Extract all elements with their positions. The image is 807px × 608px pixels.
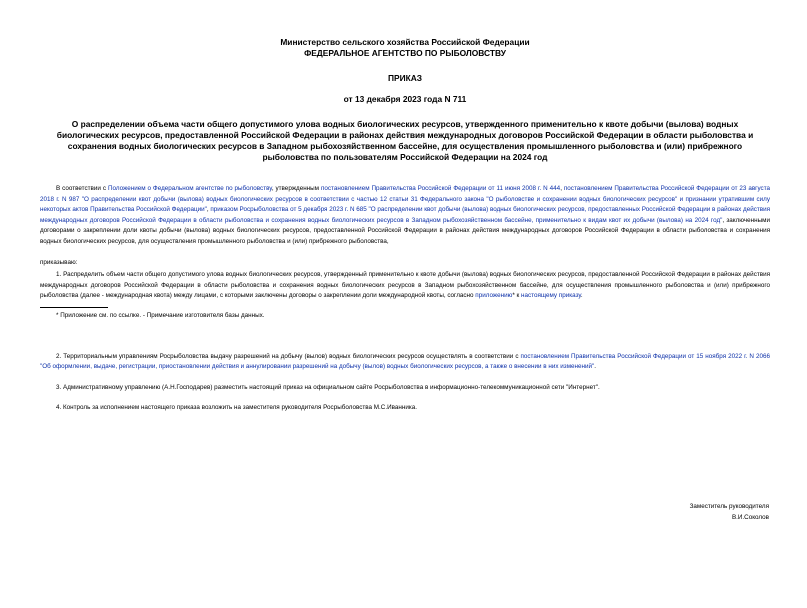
signature-block [690, 501, 769, 523]
link-this-order[interactable]: настоящему приказу [521, 292, 581, 300]
preamble-paragraph [40, 184, 770, 248]
link-government-decree-987[interactable]: постановлением Правительства Российской Федерации от 23 августа 2018 г. N 987 "О распределении квот добычи (вылова) водных биологических ресурсов в соответствии с частью 12 статьи 31 Федерального закона "О рыболовстве и сохранении водных биологических ресурсов" и признании утратившим силу некоторых актов Правительства Российской Федерации" [40, 185, 771, 214]
item-1-text: 1. Распределить объем части общего допустимого улова водных биологических ресурсов, утвержденный применительно к квоте добычи (вылова) водных биологических ресурсов, предоставленной Российской Федерации в районах действия международных договоров Российской Федерации в области рыболовства и сохранения водных биологических ресурсов в Западном рыбохозяйственном бассейне, для осуществления промышленного рыболовства и (или) прибрежного рыболовства (далее - международная квота) между лицами, с которыми заключены договоры о закреплении доли международной квоты, согласно [40, 271, 770, 300]
document-page [0, 37, 807, 608]
order-item-4: 4. Контроль за исполнением настоящего приказа возложить на заместителя руководителя Росрыболовства М.С.Иванника. [56, 404, 417, 412]
order-item-2 [40, 352, 770, 373]
preamble-text-5: , заключенными договорами о закреплении доли квоты добычи (вылова) водных биологических ресурсов, предоставленной Российской Федерации в районах действия международных договоров Российской Федерации в области рыболовства и сохранения водных биологических ресурсов, для осуществления промышленного рыболовства и (или) прибрежного рыболовства, [40, 216, 770, 245]
signatory-position: Заместитель руководителя [689, 503, 769, 510]
orders-word: приказываю: [40, 258, 78, 266]
footnote-asterisk: * [512, 292, 515, 300]
document-type: ПРИКАЗ [387, 73, 423, 83]
document-header [40, 37, 770, 163]
signatory-name: В.И.Соколов [731, 514, 769, 521]
item-2-text: 2. Территориальным управлениям Росрыболовства выдачу разрешений на добычу (вылов) водных биологических ресурсов осуществлять в соответствии с [56, 352, 521, 360]
footnote-divider [40, 307, 108, 308]
preamble-text-1: В соответствии с [56, 185, 108, 192]
order-item-1 [40, 270, 770, 302]
ministry-name: Министерство сельского хозяйства Российской Федерации [280, 37, 530, 47]
footnote-text: * Приложение см. по ссылке. - Примечание изготовителя базы данных. [56, 311, 265, 319]
link-government-decree-444[interactable]: постановлением Правительства Российской Федерации от 11 июня 2008 г. N 444 [320, 185, 561, 192]
preamble-text-4: , [206, 206, 211, 214]
link-order-685[interactable]: приказом Росрыболовства от 5 декабря 2023 г. N 685 "О распределении квот добычи (вылова) водных биологических ресурсов, предоставленных Российской Федерации в районах действия международных договоров Российской Федерации в области рыболовства и сохранения водных биологических ресурсов в Западном рыбохозяйственном бассейне, применительно к видам квот их добычи (вылова) на 2024 год" [40, 206, 771, 224]
link-agency-regulation[interactable]: Положением о Федеральном агентстве по рыболовству [107, 185, 272, 192]
order-subject: О распределении объема части общего допустимого улова водных биологических ресурсов, утвержденного применительно к квоте добычи (вылова) водных биологических ресурсов, предоставленной Российской Федерации в районах действия международных договоров Российской Федерации в области рыболовства и сохранения водных биологических ресурсов в Западном рыбохозяйственном бассейне, для осуществления промышленного рыболовства и (или) прибрежного рыболовства по пользователям Российской Федерации на 2024 год [56, 119, 754, 162]
preamble-text-2: , утвержденным [271, 185, 321, 192]
item-2-end: . [594, 363, 597, 371]
preamble-text-3: , [560, 185, 564, 192]
item-1-end: . [580, 292, 583, 300]
agency-name: ФЕДЕРАЛЬНОЕ АГЕНТСТВО ПО РЫБОЛОВСТВУ [304, 47, 506, 58]
item-1-text-after: к [514, 292, 522, 300]
order-item-3: 3. Административному управлению (А.Н.Господарев) разместить настоящий приказ на официальном сайте Росрыболовства в информационно-телекоммуникационной сети "Интернет". [56, 383, 600, 391]
order-date-number: от 13 декабря 2023 года N 711 [343, 93, 467, 104]
link-government-decree-2066[interactable]: постановлением Правительства Российской Федерации от 15 ноября 2022 г. N 2066 "Об оформлении, выдаче, регистрации, приостановлении действия и аннулировании разрешений на добычу (вылов) водных биологических ресурсов, а также о внесении в них изменений" [40, 352, 770, 371]
link-appendix[interactable]: приложению [475, 292, 513, 300]
